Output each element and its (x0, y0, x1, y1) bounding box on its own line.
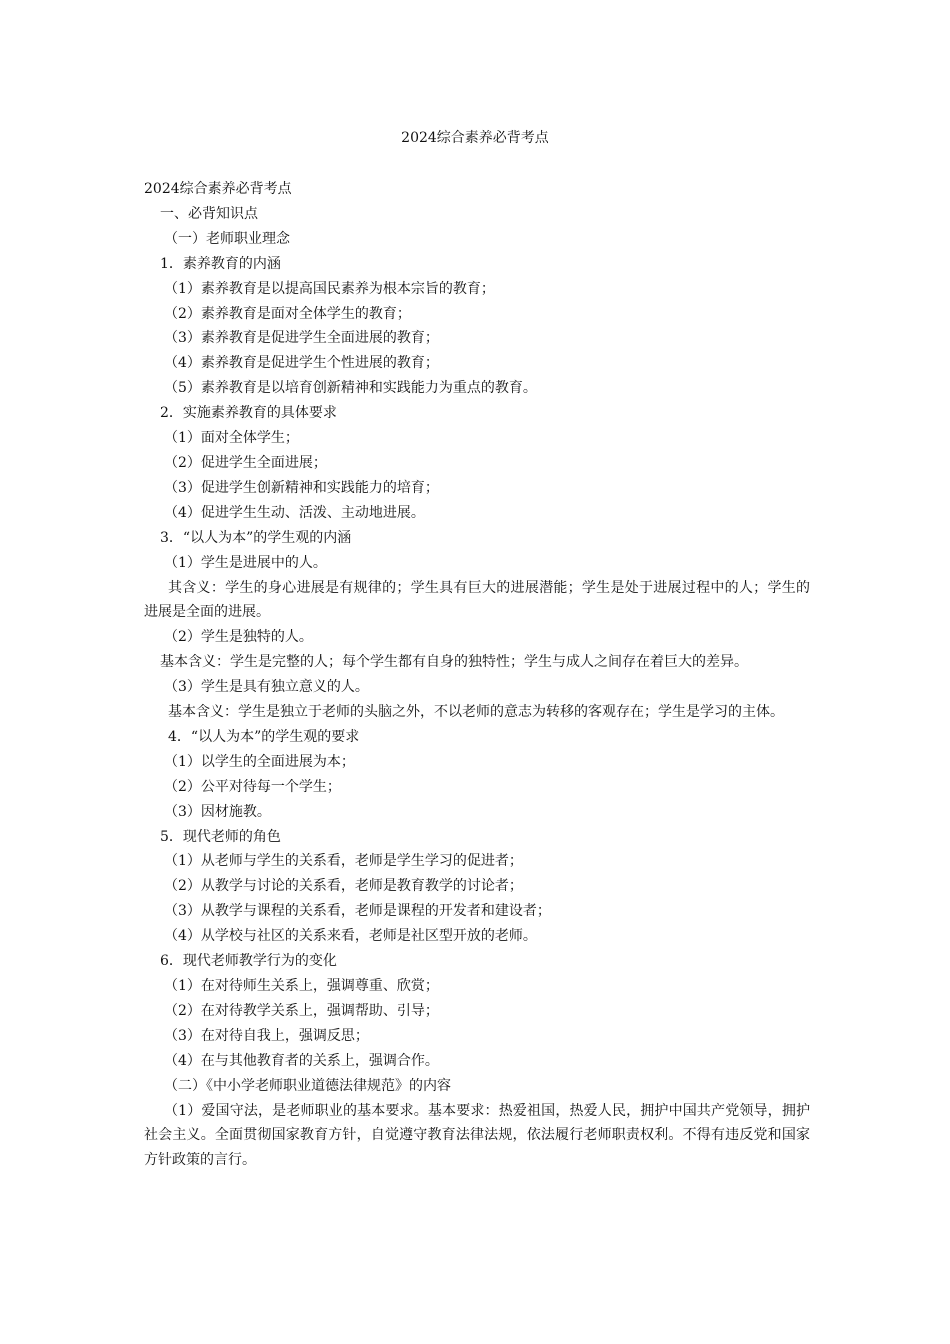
list-item: （1）面对全体学生； (164, 430, 299, 447)
list-item: （3）在对待自我上，强调反思； (164, 1027, 369, 1044)
item-heading: 3．“以人为本”的学生观的内涵 (160, 529, 352, 546)
list-item: （2）从教学与讨论的关系看，老师是教育教学的讨论者； (164, 878, 523, 895)
list-item: （3）从教学与课程的关系看，老师是课程的开发者和建设者； (164, 903, 551, 920)
list-item: （4）素养教育是促进学生个性进展的教育； (164, 355, 439, 372)
list-item: （1）素养教育是以提高国民素养为根本宗旨的教育； (164, 280, 495, 297)
list-item: （2）促进学生全面进展； (164, 454, 327, 471)
paragraph: （1）爱国守法，是老师职业的基本要求。基本要求：热爱祖国，热爱人民，拥护中国共产党领导，拥护社会主义。全面贯彻国家教育方针，自觉遵守教育法律法规，依法履行老师职责权利。不得有违反党和国家方针政策的言行。 (144, 1102, 810, 1169)
list-item: （5）素养教育是以培育创新精神和实践能力为重点的教育。 (164, 380, 537, 397)
document-title: 2024综合素养必背考点 (401, 130, 549, 146)
list-item: （1）以学生的全面进展为本； (164, 753, 355, 770)
list-item: （3）因材施教。 (164, 803, 271, 820)
list-item: （4）在与其他教育者的关系上，强调合作。 (164, 1052, 439, 1069)
subsection-heading: （一）老师职业理念 (164, 230, 290, 247)
list-item: （4）促进学生生动、活泼、主动地进展。 (164, 504, 425, 521)
item-heading: 4．“以人为本”的学生观的要求 (168, 728, 360, 745)
heading-line: 2024综合素养必背考点 (144, 181, 292, 197)
list-item: （2）公平对待每一个学生； (164, 778, 341, 795)
list-item: （2）素养教育是面对全体学生的教育； (164, 305, 411, 322)
list-item: （3）学生是具有独立意义的人。 (164, 679, 369, 696)
list-item: （1）从老师与学生的关系看，老师是学生学习的促进者； (164, 853, 523, 870)
section-heading: 一、必背知识点 (160, 205, 258, 222)
list-item: （4）从学校与社区的关系来看，老师是社区型开放的老师。 (164, 928, 537, 945)
list-item: （2）学生是独特的人。 (164, 629, 313, 646)
list-item: （2）在对待教学关系上，强调帮助、引导； (164, 1002, 439, 1019)
paragraph: 基本含义：学生是独立于老师的头脑之外，不以老师的意志为转移的客观存在；学生是学习的主体。 (168, 704, 784, 721)
item-heading: 1．素养教育的内涵 (160, 255, 281, 272)
item-heading: 6．现代老师教学行为的变化 (160, 953, 337, 970)
list-item: （3）素养教育是促进学生全面进展的教育； (164, 330, 439, 347)
document-body (144, 177, 810, 1173)
item-heading: 5．现代老师的角色 (160, 828, 281, 845)
item-heading: 2．实施素养教育的具体要求 (160, 405, 337, 422)
list-item: （1）学生是进展中的人。 (164, 554, 327, 571)
list-item: （1）在对待师生关系上，强调尊重、欣赏； (164, 978, 439, 994)
paragraph: 基本含义：学生是完整的人；每个学生都有自身的独特性；学生与成人之间存在着巨大的差异。 (160, 654, 748, 671)
subsection-heading: （二）《中小学老师职业道德法律规范》的内容 (164, 1077, 451, 1094)
list-item: （3）促进学生创新精神和实践能力的培育； (164, 479, 439, 496)
paragraph: 其含义：学生的身心进展是有规律的；学生具有巨大的进展潜能；学生是处于进展过程中的人；学生的进展是全面的进展。 (144, 579, 810, 621)
